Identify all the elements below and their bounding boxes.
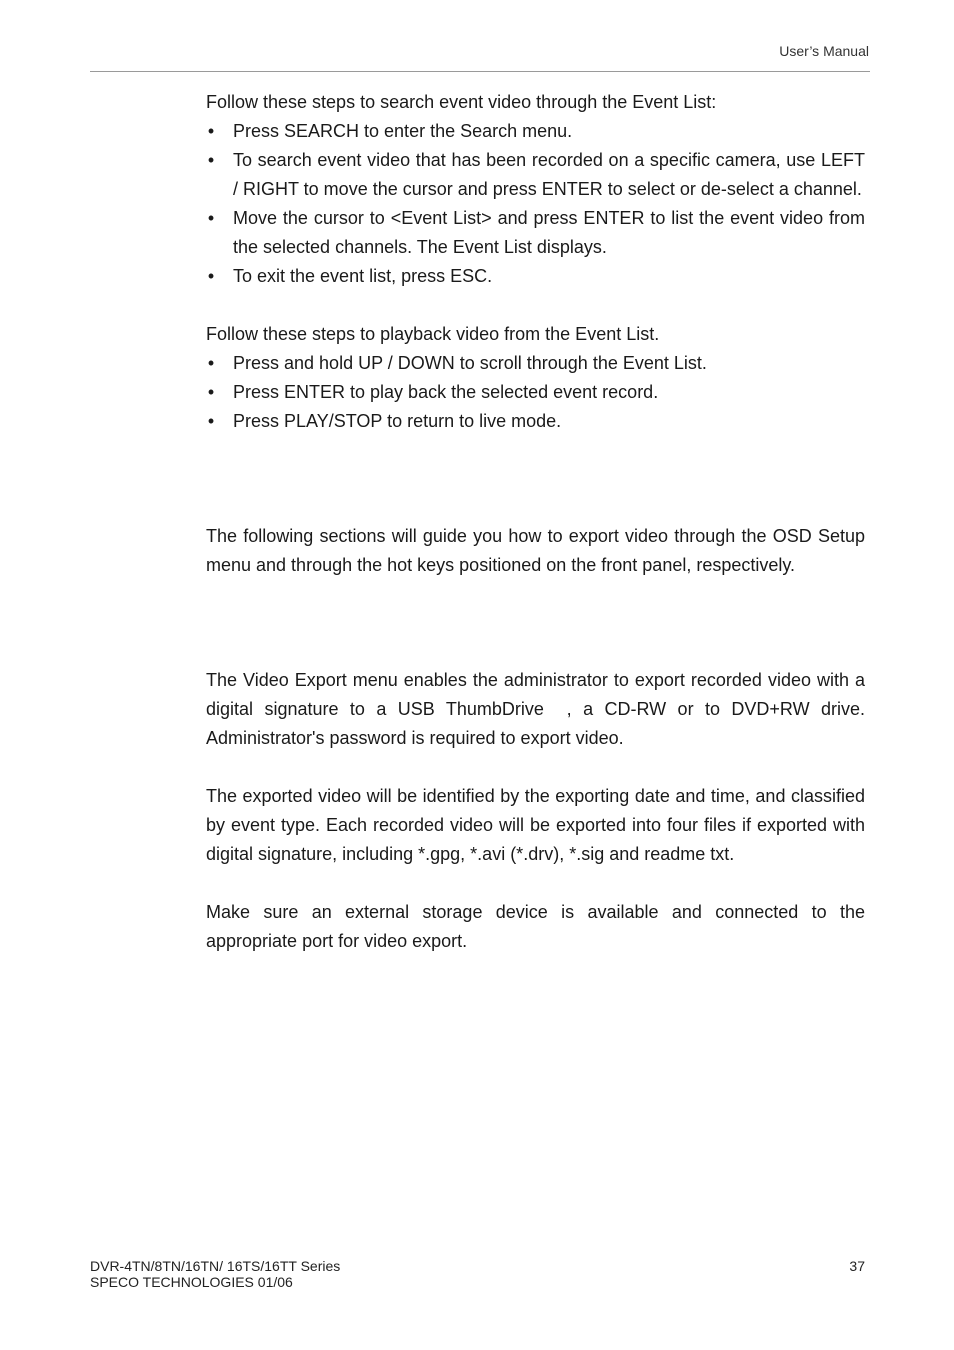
footer-info (90, 1258, 340, 1290)
bullet-icon: • (207, 266, 215, 286)
list-item-text: Press and hold UP / DOWN to scroll through the Event List. (233, 353, 707, 373)
list-item (206, 407, 865, 436)
list-item (206, 378, 865, 407)
list-item-text: Move the cursor to <Event List> and press ENTER to list the event video from the selected channels. The Event List displays. (233, 208, 865, 257)
list-item-text: Press PLAY/STOP to return to live mode. (233, 411, 562, 431)
search-steps-list (206, 117, 865, 291)
list-item-text: To exit the event list, press ESC. (233, 266, 493, 286)
list-item (206, 117, 865, 146)
bullet-icon: • (207, 382, 215, 402)
list-item-text: To search event video that has been recorded on a specific camera, use LEFT / RIGHT to move the cursor and press ENTER to select or de-select a channel. (233, 150, 865, 199)
bullet-icon: • (207, 121, 215, 141)
list-item (206, 262, 865, 291)
list-item-text: Press ENTER to play back the selected event record. (233, 382, 659, 402)
bullet-icon: • (207, 150, 215, 170)
bullet-icon: • (207, 208, 215, 228)
list-item (206, 146, 865, 204)
playback-intro: Follow these steps to playback video from the Event List. (206, 324, 660, 344)
footer-series: DVR-4TN/8TN/16TN/ 16TS/16TT Series (90, 1258, 341, 1274)
bullet-icon: • (207, 353, 215, 373)
header-title: User’s Manual (779, 43, 869, 59)
list-item (206, 204, 865, 262)
search-intro: Follow these steps to search event video through the Event List: (206, 92, 717, 112)
list-item (206, 349, 865, 378)
video-export-paragraph: Make sure an external storage device is available and connected to the appropriate port for video export. (206, 902, 865, 951)
video-export-paragraph: The exported video will be identified by the exporting date and time, and classified by event type. Each recorded video will be exported into four files if exported with digital signature, including *.gpg, *.avi (*.drv), *.sig and readme txt. (206, 786, 865, 864)
header-divider (90, 71, 870, 72)
page-number: 37 (849, 1258, 865, 1274)
page-content (206, 88, 865, 956)
bullet-icon: • (207, 411, 215, 431)
playback-steps-list (206, 349, 865, 436)
video-export-paragraph: The Video Export menu enables the administrator to export recorded video with a digital signature to a USB ThumbDrive , a CD-RW or to DVD+RW drive. Administrator's password is required to export video. (206, 670, 865, 748)
export-intro: The following sections will guide you how to export video through the OSD Setup menu and through the hot keys positioned on the front panel, respectively. (206, 526, 865, 575)
footer-company: SPECO TECHNOLOGIES 01/06 (90, 1274, 293, 1290)
list-item-text: Press SEARCH to enter the Search menu. (233, 121, 573, 141)
